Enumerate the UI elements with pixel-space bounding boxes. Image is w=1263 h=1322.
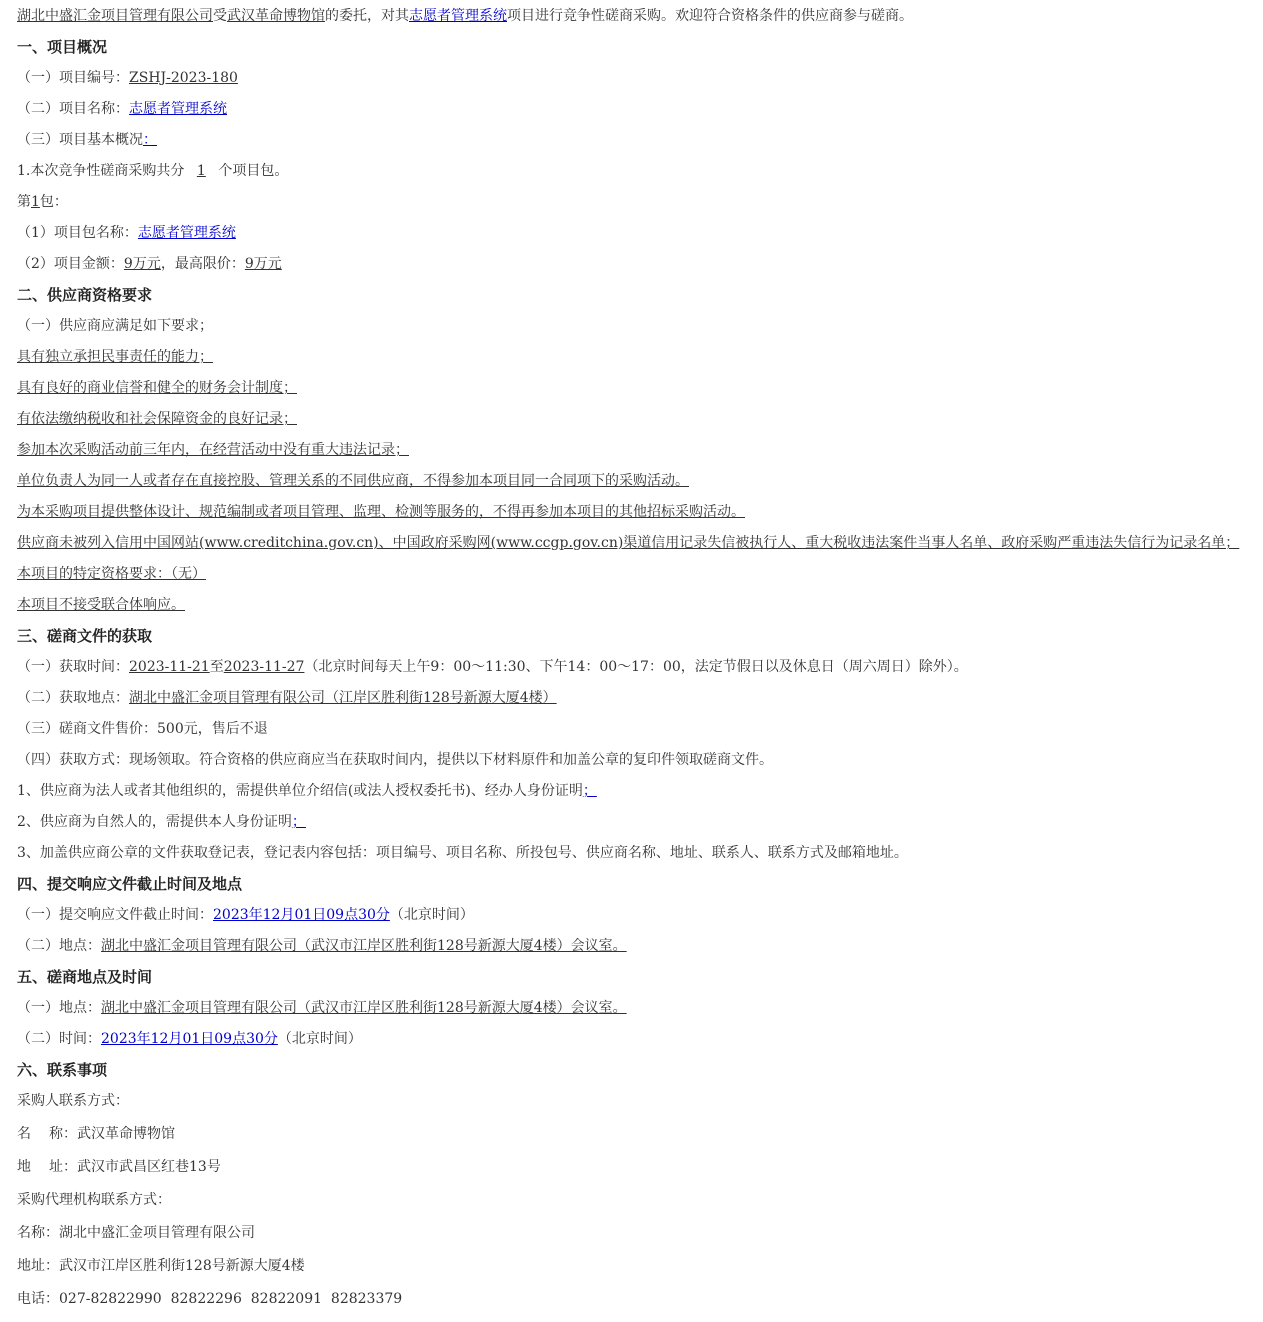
qualification-item: 有依法缴纳税收和社会保障资金的良好记录； — [17, 411, 297, 427]
requirement-1-text: 1、供应商为法人或者其他组织的，需提供单位介绍信(或法人授权委托书)、经办人身份证明 — [17, 783, 583, 799]
package-number-prefix: 第 — [17, 194, 31, 210]
requirement-2-end-link[interactable]: ； — [291, 814, 306, 830]
submission-deadline-row — [17, 903, 1263, 934]
qualification-item: 供应商未被列入信用中国网站(www.creditchina.gov.cn)、中国政府采购网(www.ccgp.gov.cn)渠道信用记录失信被执行人、重大税收违法案件当事人名单、政府采购严重违法失信行为记录名单； — [17, 535, 1240, 551]
submission-deadline-label: （一）提交响应文件截止时间： — [17, 907, 213, 923]
requirement-1-end-link[interactable]: ； — [582, 783, 597, 799]
acquisition-time-label: （一）获取时间： — [17, 659, 129, 675]
acquisition-end-date: 2023-11-27 — [223, 659, 305, 675]
package-number-row — [17, 190, 1263, 221]
requirement-1-row — [17, 779, 1263, 810]
project-number-label: （一）项目编号： — [17, 70, 129, 86]
submission-place-label: （二）地点： — [17, 938, 101, 954]
package-count-row — [17, 159, 1263, 190]
acquisition-place-value: 湖北中盛汇金项目管理有限公司（江岸区胜利街128号新源大厦4楼） — [129, 690, 557, 706]
buyer-contact-title: 采购人联系方式： — [17, 1093, 129, 1109]
agent-name-row: 名称：湖北中盛汇金项目管理有限公司 — [17, 1225, 255, 1241]
package-name-label: （1）项目包名称： — [17, 225, 138, 241]
buyer-address-label-a: 地 — [17, 1159, 31, 1175]
section-heading-contact: 六、联系事项 — [17, 1061, 108, 1079]
acquisition-place-label: （二）获取地点： — [17, 690, 129, 706]
acquisition-place-row — [17, 686, 1263, 717]
project-name-label: （二）项目名称： — [17, 101, 129, 117]
project-basic-label: （三）项目基本概况 — [17, 132, 143, 148]
project-basic-row — [17, 128, 1263, 159]
requirement-2-text: 2、供应商为自然人的，需提供本人身份证明 — [17, 814, 292, 830]
package-count-value: 1 — [196, 163, 206, 179]
document-price-row: （三）磋商文件售价：500元，售后不退 — [17, 721, 268, 737]
acquisition-time-row — [17, 655, 1263, 686]
buyer-address-value: 址：武汉市武昌区红巷13号 — [49, 1159, 221, 1175]
section-heading-overview: 一、项目概况 — [17, 38, 108, 56]
client-name: 武汉革命博物馆 — [227, 8, 325, 24]
package-count-prefix: 1.本次竞争性磋商采购共分 — [17, 163, 185, 179]
qualification-item: 本项目不接受联合体响应。 — [17, 597, 185, 613]
requirement-3-row: 3、加盖供应商公章的文件获取登记表，登记表内容包括：项目编号、项目名称、所投包号、供应商名称、地址、联系人、联系方式及邮箱地址。 — [17, 845, 908, 861]
buyer-address-row — [17, 1155, 1263, 1188]
project-number-row — [17, 66, 1263, 97]
submission-deadline-note: （北京时间） — [389, 907, 474, 923]
section-heading-submission: 四、提交响应文件截止时间及地点 — [17, 875, 243, 893]
package-amount-row — [17, 252, 1263, 283]
negotiation-place-label: （一）地点： — [17, 1000, 101, 1016]
negotiation-time-row — [17, 1027, 1263, 1058]
project-name-value-link[interactable]: 志愿者管理系统 — [129, 101, 227, 117]
project-basic-colon-link[interactable]: ： — [143, 132, 157, 148]
intro-text-1: 受 — [213, 8, 227, 24]
negotiation-time-note: （北京时间） — [277, 1031, 362, 1047]
acquisition-method-row: （四）获取方式：现场领取。符合资格的供应商应当在获取时间内，提供以下材料原件和加盖公章的复印件领取磋商文件。 — [17, 752, 773, 768]
qualification-item: 具有良好的商业信誉和健全的财务会计制度； — [17, 380, 297, 396]
qualification-intro: （一）供应商应满足如下要求； — [17, 318, 213, 334]
negotiation-time-link[interactable]: 2023年12月01日09点30分 — [101, 1031, 278, 1047]
project-name-link[interactable]: 志愿者管理系统 — [409, 8, 507, 24]
agency-name: 湖北中盛汇金项目管理有限公司 — [17, 8, 213, 24]
qualification-item: 参加本次采购活动前三年内，在经营活动中没有重大违法记录； — [17, 442, 409, 458]
submission-place-row — [17, 934, 1263, 965]
section-heading-negotiation: 五、磋商地点及时间 — [17, 968, 153, 986]
amount-label: （2）项目金额： — [17, 256, 124, 272]
agent-address-row: 地址：武汉市江岸区胜利街128号新源大厦4楼 — [17, 1258, 305, 1274]
intro-text-3: 项目进行竞争性磋商采购。欢迎符合资格条件的供应商参与磋商。 — [507, 8, 913, 24]
buyer-name-value: 称：武汉革命博物馆 — [49, 1126, 175, 1142]
package-name-row — [17, 221, 1263, 252]
buyer-name-row — [17, 1122, 1263, 1155]
negotiation-time-label: （二）时间： — [17, 1031, 101, 1047]
section-heading-qualification: 二、供应商资格要求 — [17, 286, 153, 304]
package-count-suffix: 个项目包。 — [218, 163, 289, 179]
intro-paragraph — [17, 4, 1263, 35]
requirement-2-row — [17, 810, 1263, 841]
section-heading-acquisition: 三、磋商文件的获取 — [17, 627, 153, 645]
buyer-name-label-a: 名 — [17, 1126, 31, 1142]
acquisition-date-separator: 至 — [209, 659, 224, 675]
qualification-item: 为本采购项目提供整体设计、规范编制或者项目管理、监理、检测等服务的，不得再参加本项目的其他招标采购活动。 — [17, 504, 745, 520]
package-name-link[interactable]: 志愿者管理系统 — [137, 225, 236, 241]
acquisition-start-date: 2023-11-21 — [129, 659, 210, 675]
project-name-row — [17, 97, 1263, 128]
submission-place-value: 湖北中盛汇金项目管理有限公司（武汉市江岸区胜利街128号新源大厦4楼）会议室。 — [101, 938, 627, 954]
project-number-value: ZSHJ-2023-180 — [129, 70, 238, 86]
negotiation-place-value: 湖北中盛汇金项目管理有限公司（武汉市江岸区胜利街128号新源大厦4楼）会议室。 — [101, 1000, 627, 1016]
amount-value: 9万元 — [123, 256, 161, 272]
agent-contact-title: 采购代理机构联系方式： — [17, 1192, 171, 1208]
submission-deadline-link[interactable]: 2023年12月01日09点30分 — [213, 907, 390, 923]
package-number-suffix: 包： — [39, 194, 68, 210]
package-number-value: 1 — [31, 194, 40, 210]
intro-text-2: 的委托，对其 — [325, 8, 409, 24]
negotiation-place-row — [17, 996, 1263, 1027]
qualification-item: 本项目的特定资格要求：（无） — [17, 566, 206, 582]
agent-phone-row: 电话：027-82822990 82822296 82822091 82823379 — [17, 1291, 403, 1307]
qualification-item: 单位负责人为同一人或者存在直接控股、管理关系的不同供应商，不得参加本项目同一合同项下的采购活动。 — [17, 473, 689, 489]
qualification-item: 具有独立承担民事责任的能力； — [17, 349, 213, 365]
max-price-label: ，最高限价： — [160, 256, 245, 272]
max-price-value: 9万元 — [244, 256, 282, 272]
acquisition-time-note: （北京时间每天上午9：00～11:30、下午14：00～17：00，法定节假日以及休息日（周六周日）除外）。 — [304, 659, 968, 675]
